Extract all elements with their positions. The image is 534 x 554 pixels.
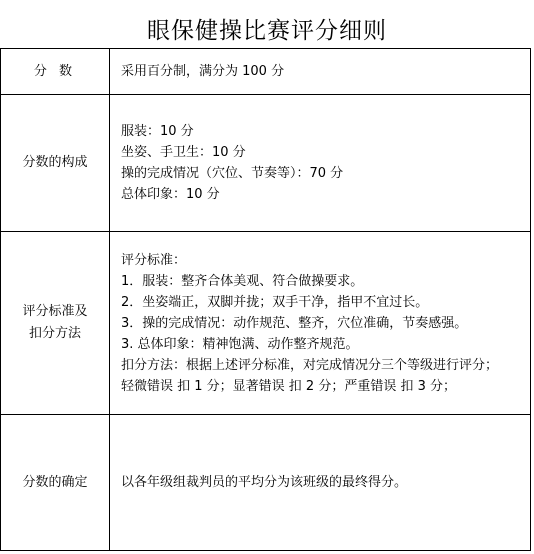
content-line: 3．操的完成情况：动作规范、整齐，穴位准确，节奏感强。 <box>121 315 468 331</box>
row-content-score <box>110 49 531 95</box>
row-label-standards <box>1 232 110 415</box>
content-line: 操的完成情况（穴位、节奏等）：70 分 <box>121 166 344 181</box>
content-line: 2．坐姿端正，双脚并拢；双手干净，指甲不宜过长。 <box>121 294 429 310</box>
row-label-final: 分数的确定 <box>1 415 110 551</box>
table-row <box>1 95 531 232</box>
content-line: 3. 总体印象：精神饱满、动作整齐规范。 <box>121 336 359 352</box>
label-line: 评分标准及 <box>22 304 88 319</box>
document-title: 眼保健操比赛评分细则 <box>147 18 387 44</box>
content-line: 采用百分制，满分为 100 分 <box>121 64 285 79</box>
content-line: 以各年级组裁判员的平均分为该班级的最终得分。 <box>121 475 408 490</box>
content-line: 坐姿、手卫生：10 分 <box>121 145 246 160</box>
content-line: 服装：10 分 <box>121 124 194 139</box>
table-row <box>1 415 531 551</box>
content-line: 扣分方法：根据上述评分标准，对完成情况分三个等级进行评分； <box>121 357 499 373</box>
row-label-composition: 分数的构成 <box>1 95 110 232</box>
table-row <box>1 49 531 95</box>
scoring-rules-table <box>0 48 531 551</box>
content-line: 评分标准： <box>121 252 187 268</box>
table-row <box>1 232 531 415</box>
row-content-composition <box>110 95 531 232</box>
label-line: 扣分方法 <box>28 326 81 341</box>
content-line: 总体印象：10 分 <box>121 187 220 202</box>
row-content-standards <box>110 232 531 415</box>
row-content-final <box>110 415 531 551</box>
content-line: 1．服装：整齐合体美观、符合做操要求。 <box>121 273 364 289</box>
content-line: 轻微错误 扣 1 分；显著错误 扣 2 分；严重错误 扣 3 分； <box>121 378 457 394</box>
row-label-score: 分 数 <box>1 49 110 95</box>
